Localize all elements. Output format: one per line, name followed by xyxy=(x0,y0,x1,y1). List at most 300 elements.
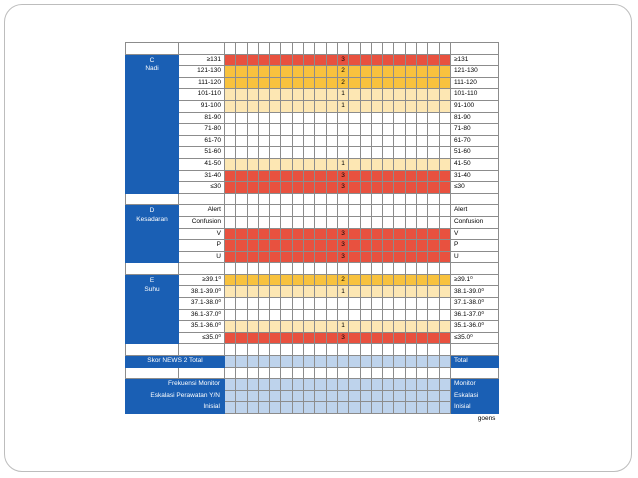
grid-cell[interactable] xyxy=(383,332,394,344)
grid-cell[interactable] xyxy=(225,274,236,286)
grid-cell[interactable] xyxy=(258,124,269,136)
total-cell[interactable] xyxy=(236,356,247,368)
grid-cell[interactable] xyxy=(315,251,326,263)
grid-cell[interactable] xyxy=(270,170,281,182)
grid-cell[interactable] xyxy=(258,135,269,147)
grid-cell[interactable] xyxy=(383,216,394,228)
grid-cell[interactable] xyxy=(417,251,428,263)
total-cell[interactable] xyxy=(371,356,382,368)
grid-cell[interactable] xyxy=(281,309,292,321)
grid-cell[interactable] xyxy=(428,66,439,78)
grid-cell[interactable] xyxy=(349,309,360,321)
grid-cell[interactable] xyxy=(383,309,394,321)
grid-cell[interactable] xyxy=(371,240,382,252)
grid-cell[interactable] xyxy=(439,332,450,344)
footer-cell[interactable] xyxy=(417,379,428,391)
grid-cell[interactable] xyxy=(371,182,382,194)
footer-cell[interactable] xyxy=(270,379,281,391)
footer-cell[interactable] xyxy=(405,390,416,402)
grid-cell[interactable] xyxy=(371,274,382,286)
grid-cell[interactable] xyxy=(326,77,337,89)
grid-cell[interactable] xyxy=(360,309,371,321)
grid-cell[interactable] xyxy=(428,77,439,89)
grid-cell[interactable] xyxy=(236,205,247,217)
grid-cell[interactable] xyxy=(258,54,269,66)
grid-cell[interactable] xyxy=(326,286,337,298)
grid-cell[interactable] xyxy=(247,251,258,263)
grid-cell[interactable] xyxy=(236,147,247,159)
grid-cell[interactable] xyxy=(405,135,416,147)
grid-cell[interactable] xyxy=(405,309,416,321)
grid-cell[interactable] xyxy=(236,89,247,101)
footer-cell[interactable] xyxy=(360,402,371,414)
grid-cell[interactable] xyxy=(383,228,394,240)
total-cell[interactable] xyxy=(428,356,439,368)
grid-cell[interactable] xyxy=(439,274,450,286)
grid-cell[interactable] xyxy=(349,89,360,101)
grid-cell[interactable] xyxy=(371,124,382,136)
grid-cell[interactable] xyxy=(349,216,360,228)
grid-cell[interactable] xyxy=(225,112,236,124)
grid-cell[interactable] xyxy=(304,216,315,228)
grid-cell[interactable] xyxy=(315,332,326,344)
grid-cell[interactable] xyxy=(371,286,382,298)
grid-cell[interactable] xyxy=(315,54,326,66)
grid-cell[interactable] xyxy=(405,286,416,298)
grid-cell[interactable] xyxy=(326,124,337,136)
grid-cell[interactable] xyxy=(247,286,258,298)
grid-cell[interactable] xyxy=(394,147,405,159)
grid-cell[interactable] xyxy=(281,251,292,263)
grid-cell[interactable] xyxy=(326,298,337,310)
grid-cell[interactable] xyxy=(326,158,337,170)
grid-cell[interactable] xyxy=(247,205,258,217)
grid-cell[interactable] xyxy=(394,77,405,89)
footer-cell[interactable] xyxy=(428,402,439,414)
grid-cell[interactable] xyxy=(371,321,382,333)
grid-cell[interactable] xyxy=(349,286,360,298)
grid-cell[interactable] xyxy=(292,89,303,101)
grid-cell[interactable] xyxy=(417,240,428,252)
grid-cell[interactable] xyxy=(371,77,382,89)
grid-cell[interactable] xyxy=(349,332,360,344)
grid-cell[interactable] xyxy=(247,135,258,147)
score-cell[interactable]: 3 xyxy=(337,228,348,240)
grid-cell[interactable] xyxy=(428,298,439,310)
grid-cell[interactable] xyxy=(383,77,394,89)
grid-cell[interactable] xyxy=(258,216,269,228)
grid-cell[interactable] xyxy=(371,100,382,112)
grid-cell[interactable] xyxy=(326,112,337,124)
grid-cell[interactable] xyxy=(417,205,428,217)
grid-cell[interactable] xyxy=(270,332,281,344)
grid-cell[interactable] xyxy=(428,321,439,333)
grid-cell[interactable] xyxy=(236,124,247,136)
score-cell[interactable]: 3 xyxy=(337,182,348,194)
grid-cell[interactable] xyxy=(383,112,394,124)
grid-cell[interactable] xyxy=(315,205,326,217)
grid-cell[interactable] xyxy=(258,251,269,263)
footer-cell[interactable] xyxy=(315,390,326,402)
total-cell[interactable] xyxy=(439,356,450,368)
grid-cell[interactable] xyxy=(383,274,394,286)
grid-cell[interactable] xyxy=(439,228,450,240)
score-cell[interactable]: 2 xyxy=(337,274,348,286)
footer-cell[interactable] xyxy=(371,402,382,414)
footer-cell[interactable] xyxy=(383,390,394,402)
grid-cell[interactable] xyxy=(394,309,405,321)
footer-cell[interactable] xyxy=(292,390,303,402)
total-cell[interactable] xyxy=(394,356,405,368)
score-cell[interactable]: 3 xyxy=(337,332,348,344)
footer-cell[interactable] xyxy=(349,379,360,391)
footer-cell[interactable] xyxy=(315,379,326,391)
grid-cell[interactable] xyxy=(258,182,269,194)
grid-cell[interactable] xyxy=(360,100,371,112)
grid-cell[interactable] xyxy=(439,100,450,112)
grid-cell[interactable] xyxy=(281,321,292,333)
grid-cell[interactable] xyxy=(428,112,439,124)
grid-cell[interactable] xyxy=(360,77,371,89)
grid-cell[interactable] xyxy=(405,274,416,286)
footer-cell[interactable] xyxy=(394,379,405,391)
grid-cell[interactable] xyxy=(417,170,428,182)
grid-cell[interactable] xyxy=(304,251,315,263)
grid-cell[interactable] xyxy=(326,170,337,182)
grid-cell[interactable] xyxy=(247,89,258,101)
grid-cell[interactable] xyxy=(394,182,405,194)
grid-cell[interactable] xyxy=(417,54,428,66)
score-cell[interactable] xyxy=(337,309,348,321)
grid-cell[interactable] xyxy=(417,89,428,101)
grid-cell[interactable] xyxy=(428,170,439,182)
grid-cell[interactable] xyxy=(383,321,394,333)
grid-cell[interactable] xyxy=(225,240,236,252)
footer-cell[interactable] xyxy=(281,390,292,402)
grid-cell[interactable] xyxy=(417,216,428,228)
grid-cell[interactable] xyxy=(360,89,371,101)
grid-cell[interactable] xyxy=(383,89,394,101)
grid-cell[interactable] xyxy=(247,332,258,344)
grid-cell[interactable] xyxy=(405,332,416,344)
score-cell[interactable] xyxy=(337,147,348,159)
grid-cell[interactable] xyxy=(315,298,326,310)
grid-cell[interactable] xyxy=(258,66,269,78)
grid-cell[interactable] xyxy=(394,332,405,344)
grid-cell[interactable] xyxy=(247,240,258,252)
grid-cell[interactable] xyxy=(236,170,247,182)
total-cell[interactable] xyxy=(360,356,371,368)
grid-cell[interactable] xyxy=(360,286,371,298)
grid-cell[interactable] xyxy=(371,66,382,78)
grid-cell[interactable] xyxy=(383,135,394,147)
grid-cell[interactable] xyxy=(360,205,371,217)
footer-cell[interactable] xyxy=(326,402,337,414)
grid-cell[interactable] xyxy=(371,309,382,321)
total-cell[interactable] xyxy=(304,356,315,368)
grid-cell[interactable] xyxy=(394,170,405,182)
footer-cell[interactable] xyxy=(225,390,236,402)
grid-cell[interactable] xyxy=(439,309,450,321)
grid-cell[interactable] xyxy=(225,309,236,321)
grid-cell[interactable] xyxy=(417,158,428,170)
grid-cell[interactable] xyxy=(383,298,394,310)
grid-cell[interactable] xyxy=(247,112,258,124)
grid-cell[interactable] xyxy=(270,182,281,194)
grid-cell[interactable] xyxy=(394,89,405,101)
grid-cell[interactable] xyxy=(439,147,450,159)
grid-cell[interactable] xyxy=(304,286,315,298)
grid-cell[interactable] xyxy=(281,100,292,112)
score-cell[interactable]: 1 xyxy=(337,158,348,170)
grid-cell[interactable] xyxy=(315,135,326,147)
grid-cell[interactable] xyxy=(439,240,450,252)
grid-cell[interactable] xyxy=(439,158,450,170)
grid-cell[interactable] xyxy=(258,321,269,333)
grid-cell[interactable] xyxy=(225,216,236,228)
grid-cell[interactable] xyxy=(258,100,269,112)
grid-cell[interactable] xyxy=(349,274,360,286)
score-cell[interactable]: 1 xyxy=(337,321,348,333)
grid-cell[interactable] xyxy=(349,182,360,194)
footer-cell[interactable] xyxy=(304,390,315,402)
grid-cell[interactable] xyxy=(428,100,439,112)
grid-cell[interactable] xyxy=(281,170,292,182)
grid-cell[interactable] xyxy=(360,251,371,263)
grid-cell[interactable] xyxy=(236,228,247,240)
grid-cell[interactable] xyxy=(315,112,326,124)
grid-cell[interactable] xyxy=(292,170,303,182)
grid-cell[interactable] xyxy=(247,100,258,112)
grid-cell[interactable] xyxy=(371,158,382,170)
footer-cell[interactable] xyxy=(326,379,337,391)
grid-cell[interactable] xyxy=(292,77,303,89)
grid-cell[interactable] xyxy=(439,54,450,66)
grid-cell[interactable] xyxy=(439,286,450,298)
footer-cell[interactable] xyxy=(247,402,258,414)
grid-cell[interactable] xyxy=(405,54,416,66)
grid-cell[interactable] xyxy=(247,66,258,78)
grid-cell[interactable] xyxy=(428,205,439,217)
grid-cell[interactable] xyxy=(394,240,405,252)
grid-cell[interactable] xyxy=(304,89,315,101)
grid-cell[interactable] xyxy=(270,112,281,124)
grid-cell[interactable] xyxy=(417,228,428,240)
grid-cell[interactable] xyxy=(292,216,303,228)
grid-cell[interactable] xyxy=(304,240,315,252)
grid-cell[interactable] xyxy=(292,100,303,112)
grid-cell[interactable] xyxy=(383,240,394,252)
grid-cell[interactable] xyxy=(394,158,405,170)
grid-cell[interactable] xyxy=(304,135,315,147)
grid-cell[interactable] xyxy=(292,228,303,240)
grid-cell[interactable] xyxy=(315,66,326,78)
grid-cell[interactable] xyxy=(304,77,315,89)
grid-cell[interactable] xyxy=(394,298,405,310)
footer-cell[interactable] xyxy=(236,390,247,402)
grid-cell[interactable] xyxy=(428,147,439,159)
grid-cell[interactable] xyxy=(236,274,247,286)
footer-cell[interactable] xyxy=(383,379,394,391)
grid-cell[interactable] xyxy=(225,66,236,78)
grid-cell[interactable] xyxy=(394,216,405,228)
grid-cell[interactable] xyxy=(371,170,382,182)
grid-cell[interactable] xyxy=(247,298,258,310)
grid-cell[interactable] xyxy=(428,228,439,240)
grid-cell[interactable] xyxy=(360,216,371,228)
grid-cell[interactable] xyxy=(236,112,247,124)
grid-cell[interactable] xyxy=(292,54,303,66)
footer-cell[interactable] xyxy=(405,402,416,414)
footer-cell[interactable] xyxy=(337,390,348,402)
grid-cell[interactable] xyxy=(371,89,382,101)
grid-cell[interactable] xyxy=(247,216,258,228)
grid-cell[interactable] xyxy=(428,158,439,170)
grid-cell[interactable] xyxy=(371,228,382,240)
grid-cell[interactable] xyxy=(349,158,360,170)
grid-cell[interactable] xyxy=(270,158,281,170)
grid-cell[interactable] xyxy=(315,147,326,159)
grid-cell[interactable] xyxy=(394,205,405,217)
grid-cell[interactable] xyxy=(405,158,416,170)
grid-cell[interactable] xyxy=(304,274,315,286)
grid-cell[interactable] xyxy=(417,100,428,112)
grid-cell[interactable] xyxy=(315,124,326,136)
grid-cell[interactable] xyxy=(247,147,258,159)
score-cell[interactable]: 3 xyxy=(337,251,348,263)
grid-cell[interactable] xyxy=(292,66,303,78)
grid-cell[interactable] xyxy=(292,147,303,159)
grid-cell[interactable] xyxy=(383,158,394,170)
total-cell[interactable] xyxy=(405,356,416,368)
grid-cell[interactable] xyxy=(247,309,258,321)
grid-cell[interactable] xyxy=(247,158,258,170)
grid-cell[interactable] xyxy=(394,228,405,240)
grid-cell[interactable] xyxy=(225,100,236,112)
grid-cell[interactable] xyxy=(281,135,292,147)
grid-cell[interactable] xyxy=(405,228,416,240)
score-cell[interactable]: 3 xyxy=(337,54,348,66)
footer-cell[interactable] xyxy=(225,379,236,391)
grid-cell[interactable] xyxy=(439,112,450,124)
grid-cell[interactable] xyxy=(315,309,326,321)
grid-cell[interactable] xyxy=(428,54,439,66)
grid-cell[interactable] xyxy=(292,274,303,286)
grid-cell[interactable] xyxy=(439,124,450,136)
grid-cell[interactable] xyxy=(225,182,236,194)
grid-cell[interactable] xyxy=(383,54,394,66)
grid-cell[interactable] xyxy=(383,205,394,217)
grid-cell[interactable] xyxy=(360,332,371,344)
grid-cell[interactable] xyxy=(225,147,236,159)
footer-cell[interactable] xyxy=(225,402,236,414)
score-cell[interactable] xyxy=(337,205,348,217)
grid-cell[interactable] xyxy=(405,205,416,217)
grid-cell[interactable] xyxy=(270,77,281,89)
grid-cell[interactable] xyxy=(270,251,281,263)
grid-cell[interactable] xyxy=(315,321,326,333)
grid-cell[interactable] xyxy=(326,332,337,344)
grid-cell[interactable] xyxy=(428,309,439,321)
total-cell[interactable] xyxy=(417,356,428,368)
footer-cell[interactable] xyxy=(417,402,428,414)
grid-cell[interactable] xyxy=(304,321,315,333)
grid-cell[interactable] xyxy=(360,147,371,159)
grid-cell[interactable] xyxy=(326,66,337,78)
grid-cell[interactable] xyxy=(315,228,326,240)
grid-cell[interactable] xyxy=(417,298,428,310)
grid-cell[interactable] xyxy=(270,298,281,310)
grid-cell[interactable] xyxy=(247,77,258,89)
grid-cell[interactable] xyxy=(439,321,450,333)
score-cell[interactable] xyxy=(337,112,348,124)
grid-cell[interactable] xyxy=(349,124,360,136)
grid-cell[interactable] xyxy=(258,205,269,217)
grid-cell[interactable] xyxy=(383,100,394,112)
grid-cell[interactable] xyxy=(247,321,258,333)
grid-cell[interactable] xyxy=(258,77,269,89)
grid-cell[interactable] xyxy=(428,124,439,136)
grid-cell[interactable] xyxy=(326,54,337,66)
footer-cell[interactable] xyxy=(360,390,371,402)
grid-cell[interactable] xyxy=(292,135,303,147)
grid-cell[interactable] xyxy=(304,158,315,170)
grid-cell[interactable] xyxy=(428,274,439,286)
grid-cell[interactable] xyxy=(394,112,405,124)
grid-cell[interactable] xyxy=(292,182,303,194)
grid-cell[interactable] xyxy=(360,240,371,252)
grid-cell[interactable] xyxy=(281,228,292,240)
grid-cell[interactable] xyxy=(225,205,236,217)
grid-cell[interactable] xyxy=(315,274,326,286)
grid-cell[interactable] xyxy=(292,332,303,344)
grid-cell[interactable] xyxy=(326,216,337,228)
grid-cell[interactable] xyxy=(394,274,405,286)
grid-cell[interactable] xyxy=(270,216,281,228)
grid-cell[interactable] xyxy=(281,298,292,310)
grid-cell[interactable] xyxy=(281,147,292,159)
grid-cell[interactable] xyxy=(417,124,428,136)
total-cell[interactable] xyxy=(281,356,292,368)
grid-cell[interactable] xyxy=(405,66,416,78)
grid-cell[interactable] xyxy=(394,54,405,66)
footer-cell[interactable] xyxy=(270,390,281,402)
grid-cell[interactable] xyxy=(371,112,382,124)
grid-cell[interactable] xyxy=(360,298,371,310)
grid-cell[interactable] xyxy=(383,182,394,194)
total-cell[interactable] xyxy=(349,356,360,368)
grid-cell[interactable] xyxy=(281,89,292,101)
footer-cell[interactable] xyxy=(349,402,360,414)
grid-cell[interactable] xyxy=(281,205,292,217)
grid-cell[interactable] xyxy=(349,240,360,252)
footer-cell[interactable] xyxy=(281,402,292,414)
footer-cell[interactable] xyxy=(394,390,405,402)
grid-cell[interactable] xyxy=(292,240,303,252)
grid-cell[interactable] xyxy=(371,135,382,147)
grid-cell[interactable] xyxy=(417,77,428,89)
footer-cell[interactable] xyxy=(371,379,382,391)
grid-cell[interactable] xyxy=(258,228,269,240)
score-cell[interactable]: 3 xyxy=(337,170,348,182)
grid-cell[interactable] xyxy=(236,77,247,89)
grid-cell[interactable] xyxy=(292,205,303,217)
grid-cell[interactable] xyxy=(349,298,360,310)
grid-cell[interactable] xyxy=(326,89,337,101)
grid-cell[interactable] xyxy=(258,89,269,101)
footer-cell[interactable] xyxy=(394,402,405,414)
grid-cell[interactable] xyxy=(405,100,416,112)
